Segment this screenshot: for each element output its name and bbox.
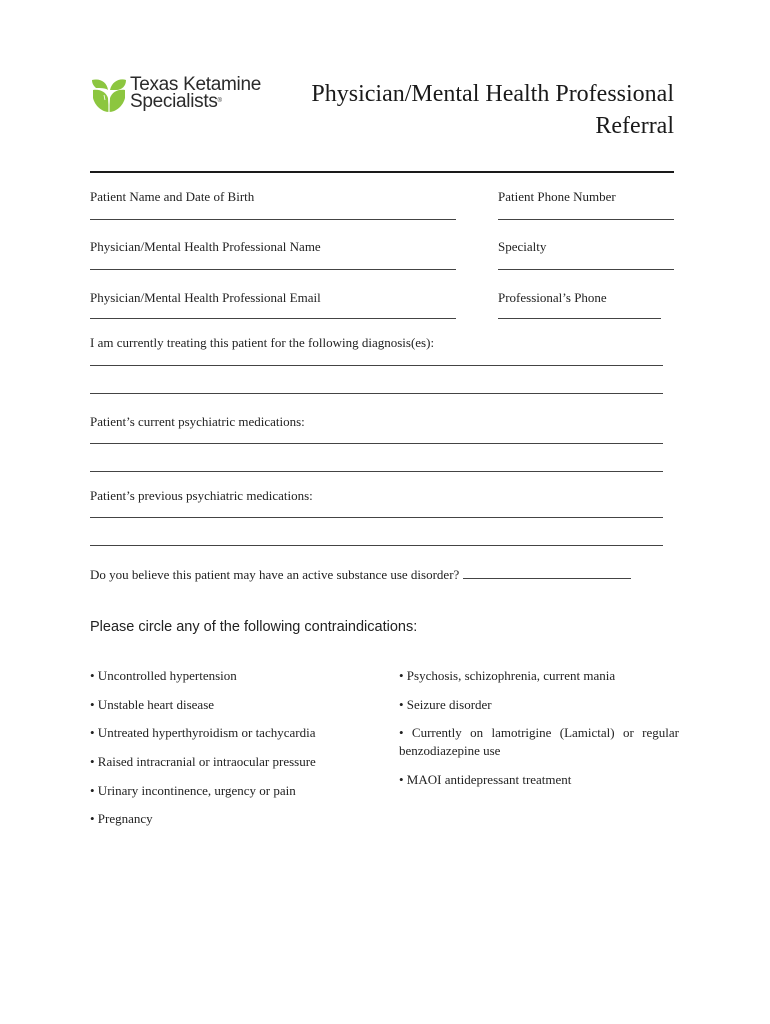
diagnosis-label: I am currently treating this patient for the following diagnosis(es): [90, 335, 435, 350]
contraindication-item[interactable]: • Urinary incontinence, urgency or pain [90, 783, 296, 798]
patient-name-dob-label: Patient Name and Date of Birth [90, 189, 255, 204]
diagnosis-field-2[interactable] [90, 393, 663, 394]
professional-name-label: Physician/Mental Health Professional Name [90, 239, 321, 254]
title-line-2: Referral [595, 113, 674, 139]
professional-email-field[interactable] [90, 318, 456, 319]
title-line-1: Physician/Mental Health Professional [311, 81, 674, 107]
patient-phone-field[interactable] [498, 219, 674, 220]
patient-phone-label: Patient Phone Number [498, 189, 616, 204]
previous-meds-label: Patient’s previous psychiatric medications: [90, 488, 313, 503]
current-meds-field-2[interactable] [90, 471, 663, 472]
specialty-label: Specialty [498, 239, 547, 254]
logo-wordmark [130, 76, 261, 110]
professional-phone-field[interactable] [498, 318, 661, 319]
contraindication-item[interactable]: • Psychosis, schizophrenia, current mania [399, 668, 616, 683]
substance-use-question [90, 566, 631, 583]
substance-use-label: Do you believe this patient may have an active substance use disorder? [90, 567, 460, 582]
contraindication-item[interactable]: • Seizure disorder [399, 697, 492, 712]
contraindication-item[interactable]: • Unstable heart disease [90, 697, 215, 712]
patient-name-dob-field[interactable] [90, 219, 456, 220]
diagnosis-field-1[interactable] [90, 365, 663, 366]
contraindication-item[interactable]: • Uncontrolled hypertension [90, 668, 237, 683]
professional-name-field[interactable] [90, 269, 456, 270]
trademark-symbol: ® [217, 98, 222, 104]
logo-line-2: Specialists® [130, 91, 222, 112]
company-logo [90, 76, 270, 116]
substance-use-field[interactable] [463, 566, 631, 579]
contraindication-item[interactable]: • Untreated hyperthyroidism or tachycardia [90, 725, 316, 740]
previous-meds-field-1[interactable] [90, 517, 663, 518]
contraindications-heading: Please circle any of the following contraindications: [90, 619, 418, 635]
contraindication-item[interactable] [399, 724, 679, 760]
professional-phone-label: Professional’s Phone [498, 290, 607, 305]
professional-email-label: Physician/Mental Health Professional Email [90, 290, 321, 305]
specialty-field[interactable] [498, 269, 674, 270]
contraindication-item[interactable]: • MAOI antidepressant treatment [399, 772, 572, 787]
contraindication-item[interactable]: • Raised intracranial or intraocular pressure [90, 754, 316, 769]
contraindication-item[interactable]: • Pregnancy [90, 811, 153, 826]
page-title [254, 78, 674, 142]
contraindication-item-text: • Currently on lamotrigine (Lamictal) or regular benzodiazepine use [399, 725, 679, 758]
header-divider [90, 171, 674, 173]
previous-meds-field-2[interactable] [90, 545, 663, 546]
logo-line-1: Texas Ketamine [130, 74, 261, 95]
current-meds-field-1[interactable] [90, 443, 663, 444]
current-meds-label: Patient’s current psychiatric medications: [90, 414, 305, 429]
leaf-icon [90, 76, 128, 114]
